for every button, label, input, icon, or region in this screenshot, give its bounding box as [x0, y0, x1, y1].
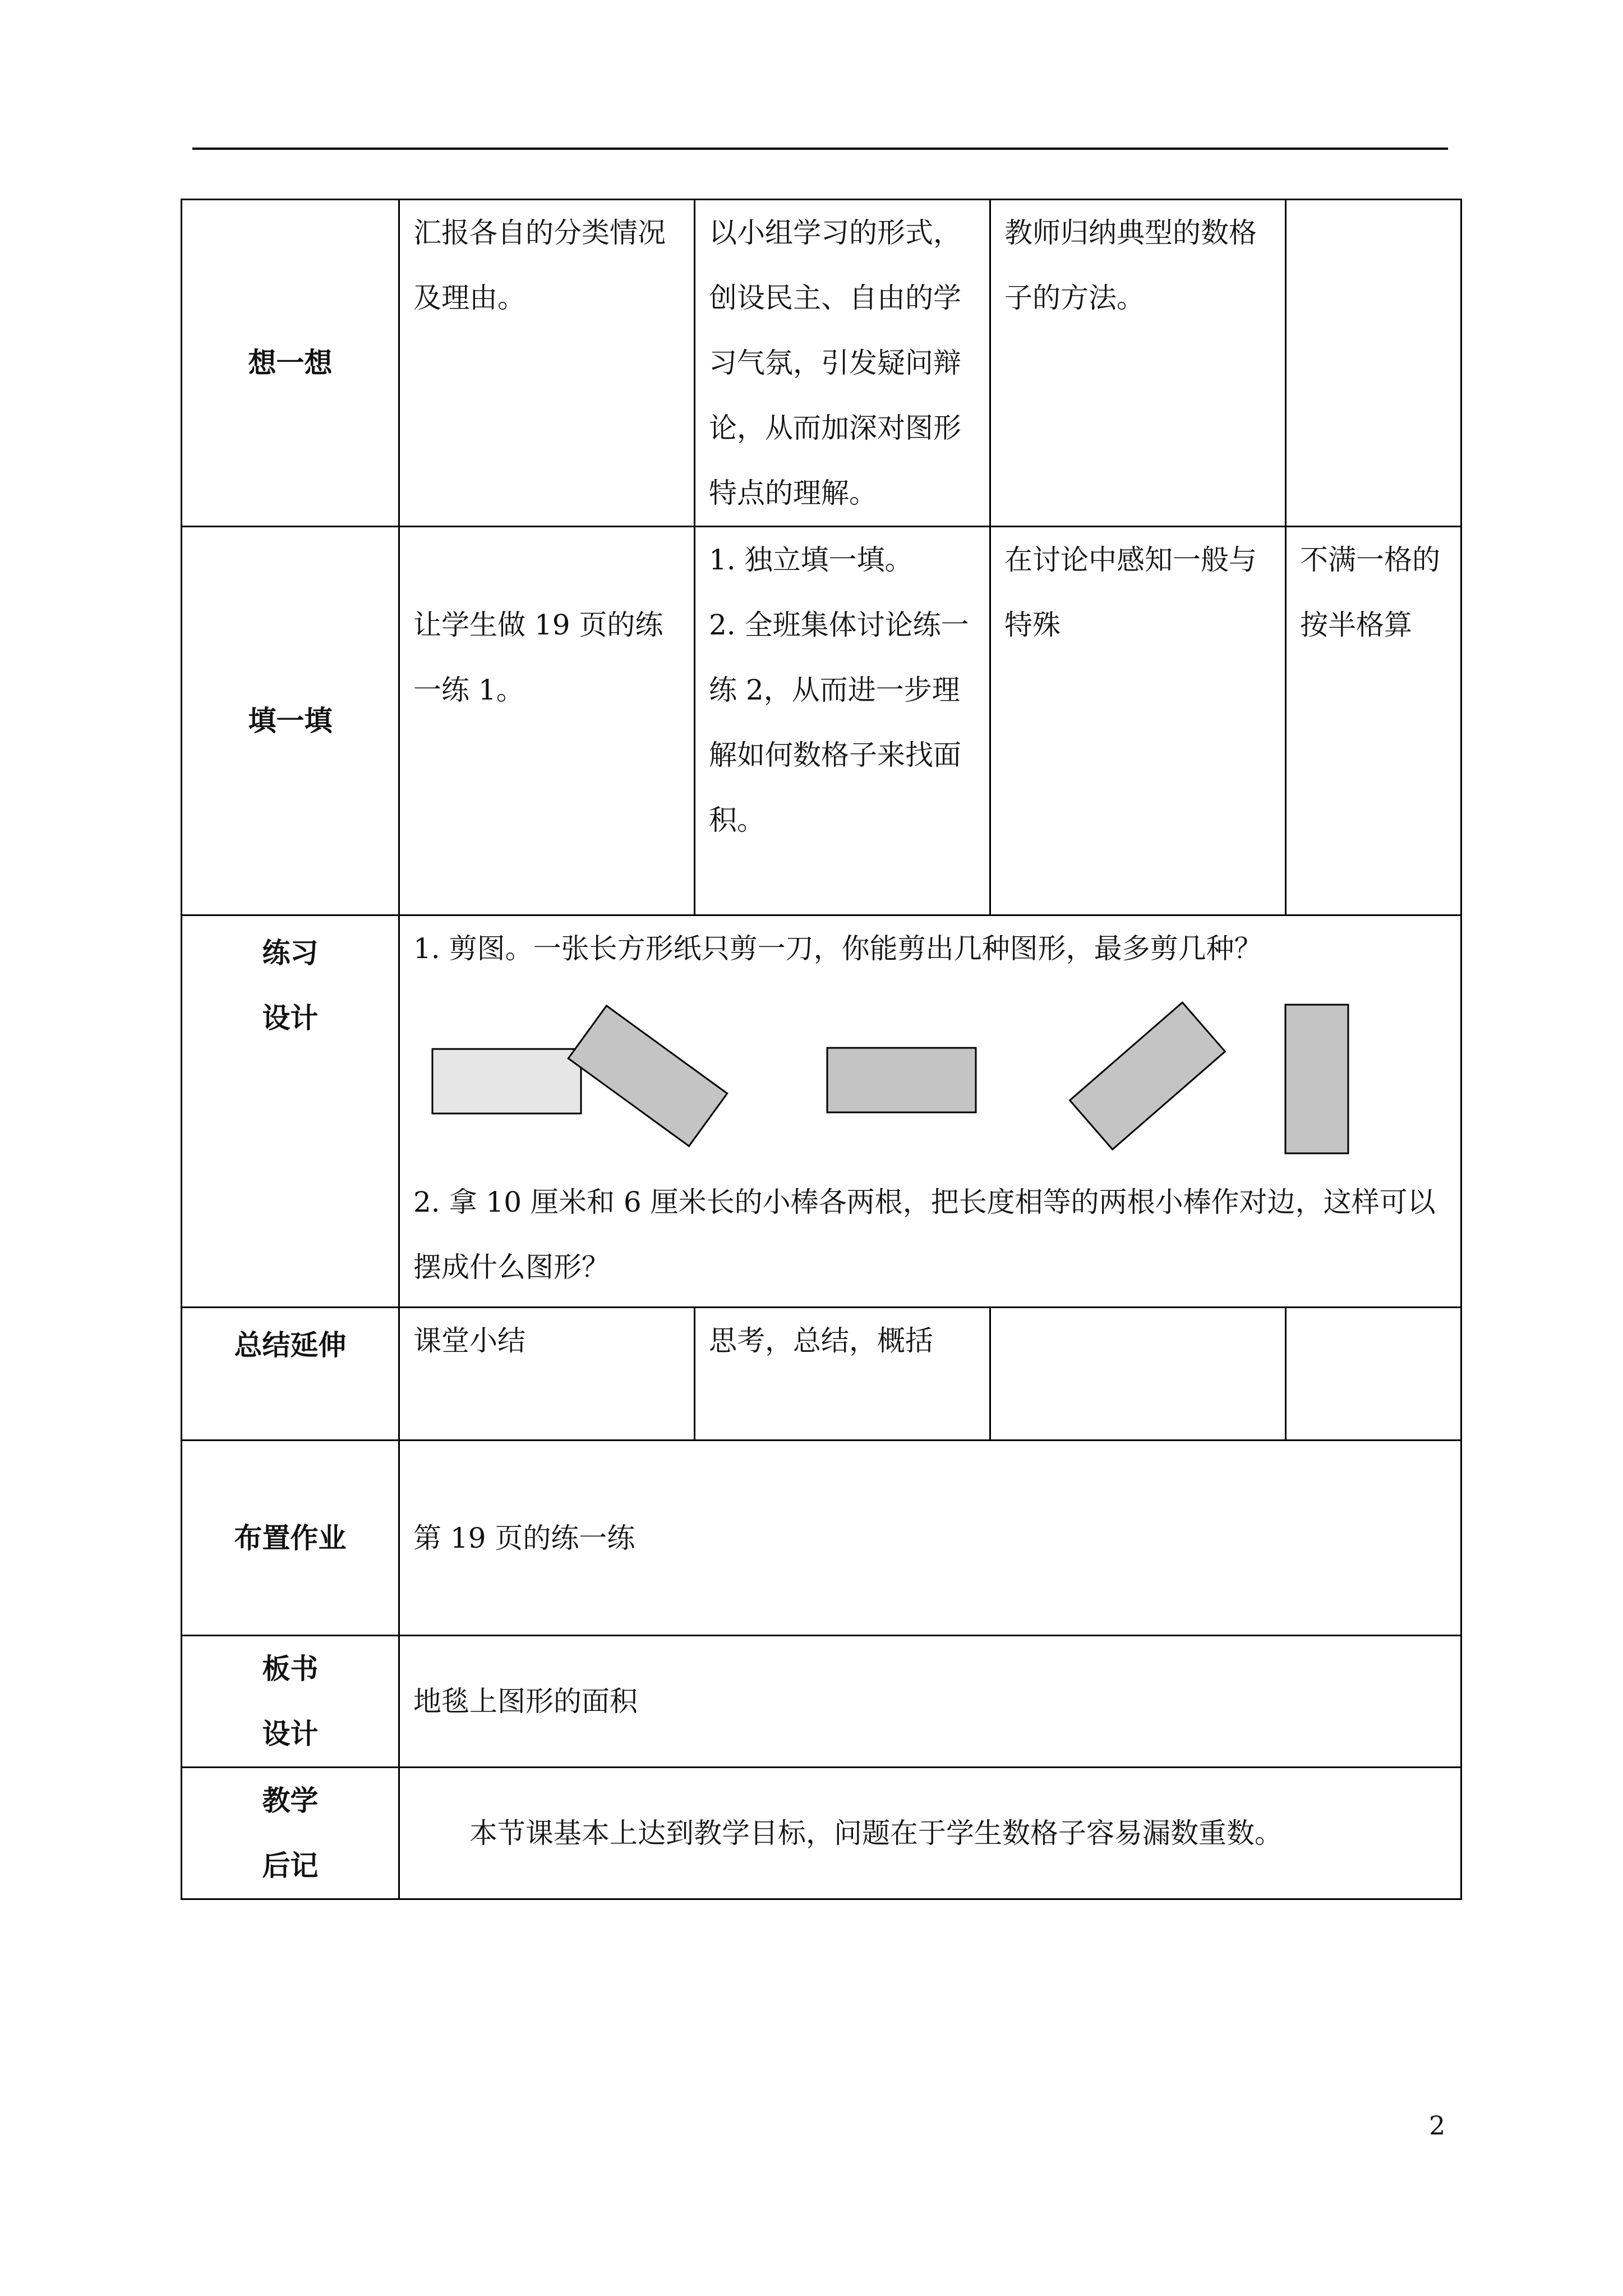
row-postscript [182, 1768, 1461, 1899]
label-line: 板书 [262, 1653, 319, 1685]
page-number: 2 [1429, 2110, 1446, 2141]
text-line: 1. 独立填一填。 [709, 544, 913, 576]
text-line: 按半格算 [1300, 609, 1412, 641]
row-fill [182, 527, 1461, 915]
text-line: 创设民主、自由的学 [709, 282, 961, 314]
row-think-label: 想一想 [182, 200, 399, 527]
header-rule [192, 148, 1448, 150]
row-summary-label: 总结延伸 [182, 1308, 399, 1441]
row-board-content: 地毯上图形的面积 [399, 1636, 1461, 1768]
row-postscript-content: 本节课基本上达到教学目标，问题在于学生数格子容易漏数重数。 [399, 1768, 1461, 1899]
practice-question-1: 1. 剪图。一张长方形纸只剪一刀，你能剪出几种图形，最多剪几种？ [413, 932, 1262, 965]
row-summary-method: 思考，总结，概括 [695, 1308, 990, 1441]
row-think [182, 200, 1461, 527]
row-think-teacher [990, 200, 1286, 527]
text-line: 2. 全班集体讨论练一 [709, 609, 969, 641]
label-line: 练习 [262, 937, 319, 969]
row-think-note [1286, 200, 1461, 527]
row-postscript-label [182, 1768, 399, 1899]
text-line: 积。 [709, 804, 765, 836]
shape-rectangle-tilted-1 [568, 1006, 727, 1146]
text-line: 让学生做 19 页的练 [413, 609, 663, 641]
row-summary [182, 1308, 1461, 1441]
row-summary-activity: 课堂小结 [399, 1308, 695, 1441]
text-line: 特殊 [1004, 609, 1061, 641]
text-line: 论，从而加深对图形 [709, 412, 961, 444]
row-homework-label: 布置作业 [182, 1441, 399, 1636]
text-line: 教师归纳典型的数格 [1004, 217, 1257, 249]
row-fill-activity [399, 527, 695, 915]
row-board-label [182, 1636, 399, 1768]
label-line: 后记 [262, 1849, 319, 1882]
row-summary-teacher [990, 1308, 1286, 1441]
label-line: 设计 [262, 1002, 319, 1034]
row-practice [182, 915, 1461, 1308]
row-fill-label: 填一填 [182, 527, 399, 915]
shape-rectangle-light [432, 1049, 581, 1114]
lesson-plan-table [181, 199, 1462, 1900]
row-homework [182, 1441, 1461, 1636]
text-line: 习气氛，引发疑问辩 [709, 347, 961, 379]
text-line: 汇报各自的分类情况 [413, 217, 666, 249]
text-line: 解如何数格子来找面 [709, 739, 961, 771]
row-summary-note [1286, 1308, 1461, 1441]
row-practice-label [182, 915, 399, 1308]
row-fill-note [1286, 527, 1461, 915]
text-line: 子的方法。 [1004, 282, 1145, 314]
text-line: 在讨论中感知一般与 [1004, 544, 1257, 576]
text-line: 练 2，从而进一步理 [709, 674, 960, 706]
label-line: 设计 [262, 1718, 319, 1750]
row-think-activity [399, 200, 695, 527]
shape-rectangle-vertical [1285, 1005, 1348, 1153]
row-think-method [695, 200, 990, 527]
row-fill-method [695, 527, 990, 915]
shape-rectangle-dark [827, 1048, 976, 1112]
text-line: 及理由。 [413, 282, 525, 314]
row-practice-content [399, 915, 1461, 1308]
row-fill-teacher [990, 527, 1286, 915]
cut-shapes-figure [413, 984, 1447, 1170]
text-line: 不满一格的 [1300, 544, 1440, 576]
text-line: 一练 1。 [413, 674, 524, 706]
cut-shapes-svg [413, 984, 1479, 1170]
label-line: 教学 [262, 1784, 319, 1817]
practice-question-2-line1: 2. 拿 10 厘米和 6 厘米长的小棒各两根，把长度相等的两根小棒作对边，这样可以 [413, 1186, 1436, 1218]
text-line: 特点的理解。 [709, 477, 877, 509]
practice-question-2-line2: 摆成什么图形？ [413, 1251, 610, 1283]
shape-rectangle-tilted-2 [1070, 1002, 1225, 1149]
row-board [182, 1636, 1461, 1768]
text-line: 以小组学习的形式， [709, 217, 961, 249]
row-homework-content: 第 19 页的练一练 [399, 1441, 1461, 1636]
